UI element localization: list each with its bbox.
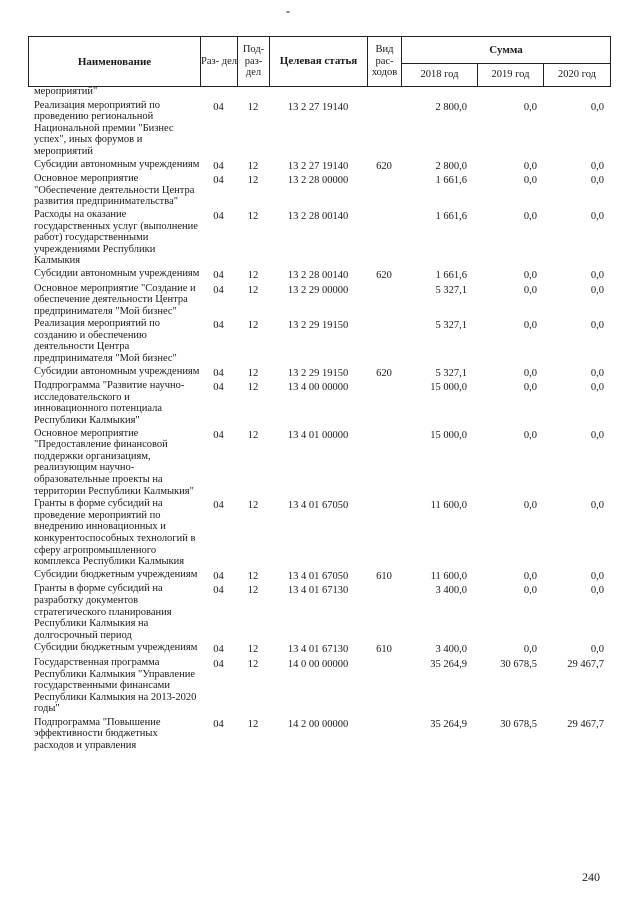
- row-razdel-cell: 04: [213, 585, 224, 597]
- row-podrazdel-cell: [237, 86, 269, 88]
- row-razdel-cell: 04: [213, 570, 224, 582]
- row-podrazdel-cell: 12: [247, 320, 259, 332]
- row-vid-cell: 610: [376, 570, 392, 582]
- row-sum-2019-cell: 30 678,5: [500, 658, 537, 670]
- row-vid-cell: [367, 283, 401, 285]
- column-header-sum: Сумма: [402, 37, 611, 64]
- row-target-cell: 13 2 28 00140: [287, 210, 349, 222]
- row-sum-2020-cell: 0,0: [590, 570, 604, 582]
- table-row: [28, 100, 610, 158]
- table-row: [28, 366, 610, 380]
- row-sum-2018-cell: 5 327,1: [435, 284, 467, 296]
- row-sum-2018-cell: 1 661,6: [435, 269, 467, 281]
- row-sum-2019-cell: [477, 86, 543, 88]
- table-row: [28, 428, 610, 498]
- row-razdel-cell: 04: [213, 160, 224, 172]
- table-row: [28, 268, 610, 282]
- row-podrazdel-cell: 12: [247, 101, 259, 113]
- row-vid-cell: [367, 209, 401, 211]
- row-vid-cell: [367, 428, 401, 430]
- table-body: [28, 86, 610, 752]
- row-podrazdel-cell: 12: [247, 658, 259, 670]
- row-target-cell: 13 2 28 00140: [287, 269, 349, 281]
- row-sum-2019-cell: 0,0: [523, 284, 537, 296]
- row-name-cell: Подпрограмма "Повышение эффективности бюджетных расходов и управления: [34, 716, 161, 752]
- row-name-cell: Реализация мероприятий по проведению региональной Национальной премии "Бизнес успех", иных форумов и мероприятий: [34, 99, 174, 157]
- row-vid-cell: 620: [376, 160, 392, 172]
- row-name-cell: Реализация мероприятий по созданию и обеспечению деятельности Центра предпринимателя "Мой бизнес": [34, 318, 177, 365]
- row-sum-2020-cell: 0,0: [590, 320, 604, 332]
- row-podrazdel-cell: 12: [247, 160, 259, 172]
- row-sum-2018-cell: 35 264,9: [430, 718, 467, 730]
- row-sum-2018-cell: 5 327,1: [435, 320, 467, 332]
- column-header-vid: Вид рас- ходов: [368, 37, 402, 87]
- row-sum-2019-cell: 0,0: [523, 269, 537, 281]
- table-row: [28, 209, 610, 267]
- row-vid-cell: 610: [376, 644, 392, 656]
- row-target-cell: 13 4 01 67130: [287, 585, 349, 597]
- row-vid-cell: [367, 717, 401, 719]
- row-razdel-cell: 04: [213, 284, 224, 296]
- row-sum-2020-cell: 0,0: [590, 585, 604, 597]
- row-sum-2020-cell: 0,0: [590, 160, 604, 172]
- row-name-cell: Субсидии бюджетным учреждениям: [34, 568, 198, 580]
- column-header-podrazdel: Под- раз- дел: [238, 37, 270, 87]
- row-sum-2018-cell: 5 327,1: [435, 367, 467, 379]
- row-sum-2019-cell: 0,0: [523, 367, 537, 379]
- row-razdel-cell: 04: [213, 658, 224, 670]
- row-target-cell: 13 4 00 00000: [287, 382, 349, 394]
- row-podrazdel-cell: 12: [247, 644, 259, 656]
- row-sum-2019-cell: 0,0: [523, 382, 537, 394]
- row-sum-2020-cell: 0,0: [590, 210, 604, 222]
- column-header-year-2020: 2020 год: [544, 64, 611, 87]
- table-row: [28, 642, 610, 656]
- row-name-cell: Субсидии автономным учреждениям: [34, 158, 200, 170]
- column-header-year-2019: 2019 год: [478, 64, 544, 87]
- table-row: [28, 380, 610, 426]
- row-target-cell: 13 2 29 19150: [287, 367, 349, 379]
- row-sum-2020-cell: 0,0: [590, 429, 604, 441]
- row-podrazdel-cell: 12: [247, 284, 259, 296]
- row-sum-2019-cell: 0,0: [523, 175, 537, 187]
- row-podrazdel-cell: 12: [247, 175, 259, 187]
- row-podrazdel-cell: 12: [247, 718, 259, 730]
- row-name-cell: Государственная программа Республики Калмыкия "Управление государственными финансами Республики Калмыкия на 2013-2020 годы": [34, 656, 197, 715]
- row-vid-cell: 620: [376, 269, 392, 281]
- row-sum-2019-cell: 0,0: [523, 101, 537, 113]
- row-name-cell: Субсидии бюджетным учреждениям: [34, 642, 198, 654]
- row-razdel-cell: 04: [213, 382, 224, 394]
- row-sum-2019-cell: 30 678,5: [500, 718, 537, 730]
- row-sum-2020-cell: 0,0: [590, 500, 604, 512]
- top-mark: -: [286, 4, 290, 18]
- row-razdel-cell: 04: [213, 718, 224, 730]
- row-name-cell: Расходы на оказание государственных услуг (выполнение работ) государственными учреждениями Республики Калмыкия: [34, 208, 198, 267]
- row-podrazdel-cell: 12: [247, 367, 259, 379]
- row-name-cell: Гранты в форме субсидий на разработку документов стратегического планирования Республики Калмыкия на долгосрочный период: [34, 583, 172, 641]
- row-name-cell: Подпрограмма "Развитие научно-исследовательского и инновационного потенциала Республики Калмыкия": [34, 380, 185, 427]
- column-header-name: Наименование: [29, 37, 201, 87]
- row-sum-2018-cell: 35 264,9: [430, 658, 467, 670]
- row-target-cell: 13 4 01 67130: [287, 644, 349, 656]
- row-target-cell: 13 2 27 19140: [287, 101, 349, 113]
- row-vid-cell: [367, 380, 401, 382]
- row-name-cell: Гранты в форме субсидий на проведение мероприятий по внедрению инновационных и конкурентоспособных технологий в сферу агропромышленного комплекса Республики Калмыкия: [34, 498, 196, 568]
- row-vid-cell: [367, 86, 401, 88]
- row-name-cell: Основное мероприятие "Создание и обеспечение деятельности Центра предпринимателя "Мой бизнес": [34, 282, 196, 317]
- row-target-cell: 13 2 29 19150: [287, 320, 349, 332]
- row-sum-2019-cell: 0,0: [523, 644, 537, 656]
- column-header-razdel: Раз- дел: [201, 37, 238, 87]
- row-razdel-cell: 04: [213, 429, 224, 441]
- row-sum-2020-cell: 0,0: [590, 382, 604, 394]
- table-row: [28, 173, 610, 208]
- row-vid-cell: [367, 657, 401, 659]
- row-sum-2020-cell: 0,0: [590, 101, 604, 113]
- row-podrazdel-cell: 12: [247, 269, 259, 281]
- row-podrazdel-cell: 12: [247, 382, 259, 394]
- table-row: [28, 717, 610, 752]
- row-sum-2018-cell: 15 000,0: [430, 382, 467, 394]
- row-razdel-cell: 04: [213, 320, 224, 332]
- row-vid-cell: [367, 318, 401, 320]
- row-vid-cell: [367, 498, 401, 500]
- row-razdel-cell: 04: [213, 644, 224, 656]
- table-row: [28, 159, 610, 173]
- row-name-cell: Субсидии автономным учреждениям: [34, 365, 200, 377]
- row-podrazdel-cell: 12: [247, 500, 259, 512]
- row-vid-cell: [367, 173, 401, 175]
- row-name-cell: мероприятий": [34, 86, 98, 97]
- row-sum-2019-cell: 0,0: [523, 210, 537, 222]
- table-row: [28, 86, 610, 98]
- row-sum-2019-cell: 0,0: [523, 500, 537, 512]
- row-vid-cell: 620: [376, 367, 392, 379]
- row-sum-2019-cell: 0,0: [523, 585, 537, 597]
- page-number: 240: [582, 870, 600, 884]
- table-row: [28, 498, 610, 568]
- row-sum-2018-cell: 1 661,6: [435, 210, 467, 222]
- table-row: [28, 318, 610, 364]
- row-sum-2018-cell: 11 600,0: [430, 570, 467, 582]
- row-sum-2018-cell: 1 661,6: [435, 175, 467, 187]
- row-target-cell: 14 2 00 00000: [287, 718, 349, 730]
- row-podrazdel-cell: 12: [247, 210, 259, 222]
- row-target-cell: 13 2 27 19140: [287, 160, 349, 172]
- row-target-cell: 14 0 00 00000: [287, 658, 349, 670]
- row-sum-2018-cell: 11 600,0: [430, 500, 467, 512]
- row-name-cell: Основное мероприятие "Предоставление финансовой поддержки организациям, реализующим научно-образовательные проекты на территории Республики Калмыкия": [34, 427, 194, 497]
- row-sum-2019-cell: 0,0: [523, 160, 537, 172]
- row-target-cell: [269, 86, 367, 88]
- row-sum-2020-cell: 0,0: [590, 284, 604, 296]
- row-vid-cell: [367, 583, 401, 585]
- row-sum-2018-cell: 3 400,0: [435, 644, 467, 656]
- row-razdel-cell: 04: [213, 500, 224, 512]
- row-razdel-cell: 04: [213, 367, 224, 379]
- row-sum-2020-cell: [543, 86, 610, 88]
- row-razdel-cell: 04: [213, 175, 224, 187]
- row-sum-2018-cell: [401, 86, 477, 88]
- row-target-cell: 13 2 29 00000: [287, 284, 349, 296]
- row-sum-2019-cell: 0,0: [523, 320, 537, 332]
- row-target-cell: 13 4 01 67050: [287, 570, 349, 582]
- row-sum-2018-cell: 15 000,0: [430, 429, 467, 441]
- row-razdel-cell: 04: [213, 269, 224, 281]
- row-podrazdel-cell: 12: [247, 585, 259, 597]
- row-target-cell: 13 2 28 00000: [287, 175, 349, 187]
- row-sum-2018-cell: 2 800,0: [435, 160, 467, 172]
- row-sum-2018-cell: 2 800,0: [435, 101, 467, 113]
- row-razdel-cell: 04: [213, 210, 224, 222]
- row-name-cell: Субсидии автономным учреждениям: [34, 267, 200, 279]
- row-sum-2020-cell: 0,0: [590, 269, 604, 281]
- row-sum-2020-cell: 29 467,7: [567, 718, 604, 730]
- column-header-target: Целевая статья: [270, 37, 368, 87]
- row-razdel-cell: 04: [213, 101, 224, 113]
- row-vid-cell: [367, 100, 401, 102]
- table-row: [28, 583, 610, 641]
- row-podrazdel-cell: 12: [247, 570, 259, 582]
- row-sum-2018-cell: 3 400,0: [435, 585, 467, 597]
- row-sum-2020-cell: 0,0: [590, 644, 604, 656]
- table-header: [28, 36, 611, 87]
- column-header-year-2018: 2018 год: [402, 64, 478, 87]
- row-sum-2020-cell: 29 467,7: [567, 658, 604, 670]
- row-podrazdel-cell: 12: [247, 429, 259, 441]
- row-sum-2019-cell: 0,0: [523, 429, 537, 441]
- row-sum-2020-cell: 0,0: [590, 367, 604, 379]
- row-sum-2020-cell: 0,0: [590, 175, 604, 187]
- row-name-cell: Основное мероприятие "Обеспечение деятельности Центра развития предпринимательства": [34, 173, 195, 208]
- table-row: [28, 283, 610, 318]
- row-sum-2019-cell: 0,0: [523, 570, 537, 582]
- row-target-cell: 13 4 01 00000: [287, 429, 349, 441]
- table-row: [28, 657, 610, 715]
- row-target-cell: 13 4 01 67050: [287, 500, 349, 512]
- table-row: [28, 569, 610, 583]
- row-razdel-cell: [200, 86, 237, 88]
